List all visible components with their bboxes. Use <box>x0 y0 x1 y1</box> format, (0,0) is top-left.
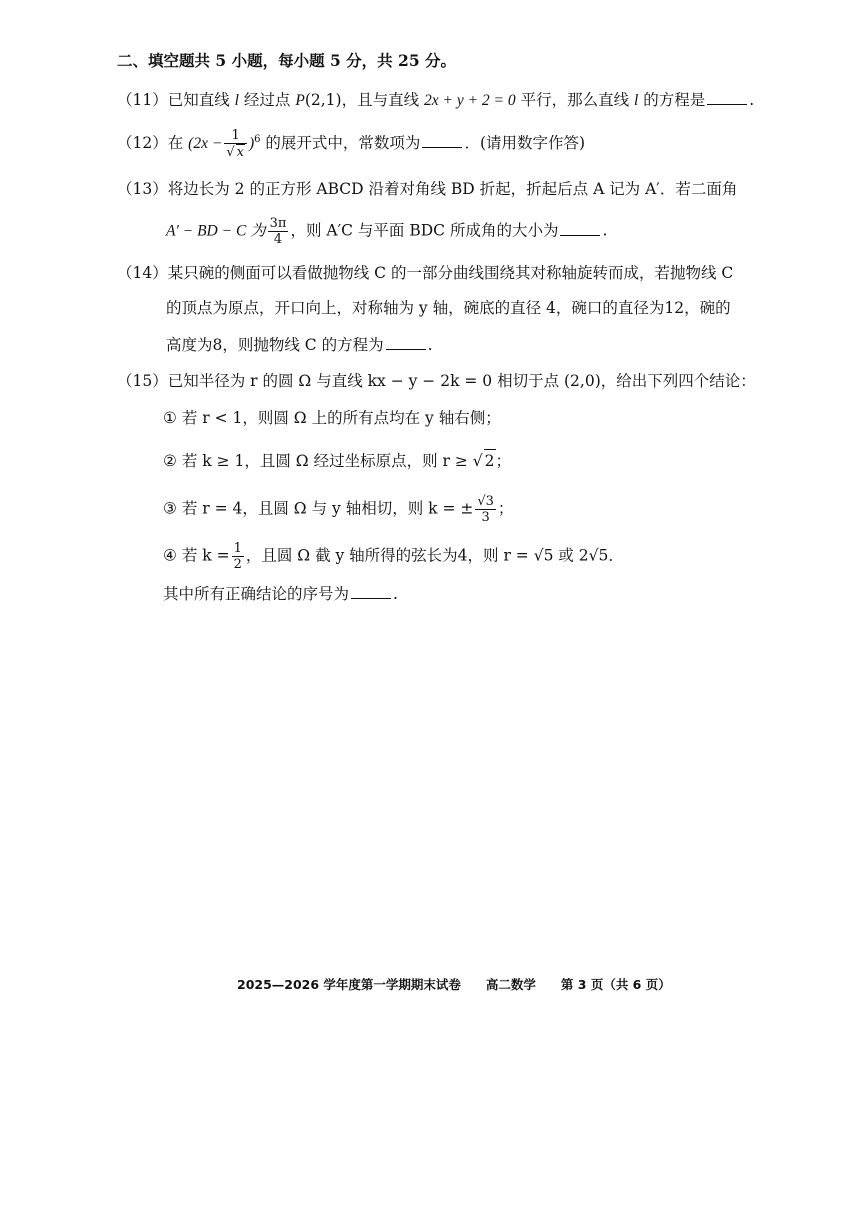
fraction-denominator <box>224 144 247 160</box>
q11-text: 已知直线 <box>167 91 235 109</box>
q12-fraction <box>224 128 247 160</box>
q11-text: 的方程是 <box>638 91 706 109</box>
question-number: （11） <box>117 91 168 109</box>
q11-var: l <box>234 92 239 109</box>
question-13 <box>117 178 737 200</box>
answer-blank[interactable] <box>560 219 600 236</box>
fraction-numerator: 1 <box>224 128 247 144</box>
q11-end: . <box>749 91 755 109</box>
q15-conclusion-1 <box>163 407 501 429</box>
q13-line2b: ，则 A′C 与平面 BDC 所成角的大小为 <box>290 221 559 240</box>
q12-text: 的展开式中，常数项为 <box>260 134 421 152</box>
q12-text: 在 <box>167 134 189 152</box>
q12-expr: (2x − <box>188 135 223 152</box>
question-13-cont <box>166 216 607 247</box>
q14-end: . <box>427 336 433 354</box>
fraction-numerator: 1 <box>233 541 242 556</box>
fraction-denominator: 3 <box>481 510 490 525</box>
question-number: （14） <box>117 264 168 282</box>
q11-var: l <box>634 92 639 109</box>
q15-conclusion-4 <box>163 541 624 572</box>
fraction-denominator: 4 <box>273 232 283 247</box>
q15-final <box>163 582 398 605</box>
question-15 <box>117 370 756 392</box>
q13-line1: 将边长为 2 的正方形 ABCD 沿着对角线 BD 折起，折起后点 A 记为 A′．若二面角 <box>167 180 738 198</box>
conclusion-text: 若 r < 1，则圆 Ω 上的所有点均在 y 轴右侧； <box>181 409 501 427</box>
fraction-denominator: 2 <box>233 557 242 572</box>
sqrt-radicand: 2 <box>484 449 496 472</box>
q13-fraction <box>268 216 289 247</box>
q13-end: . <box>602 221 608 240</box>
q13-line2: A′ − BD − C 为 <box>166 222 266 240</box>
question-14-line3 <box>166 333 433 356</box>
q15-conclusion-2 <box>163 449 511 472</box>
circled-number: ② <box>163 452 177 470</box>
conclusion-text: 若 k ≥ 1，且圆 Ω 经过坐标原点，则 r ≥ <box>181 452 473 470</box>
q14-line1: 某只碗的侧面可以看做抛物线 C 的一部分曲线围绕其对称轴旋转而成，若抛物线 C <box>167 264 734 282</box>
page-footer: 2025—2026 学年度第一学期期末试卷 高二数学 第 3 页（共 6 页） <box>237 977 671 992</box>
q15-final-text: 其中所有正确结论的序号为 <box>163 585 350 603</box>
section-heading: 二、填空题共 5 小题，每小题 5 分，共 25 分。 <box>117 51 457 70</box>
fraction-numerator: 3π <box>269 216 287 231</box>
q15-end: . <box>393 585 398 603</box>
sqrt-radicand: x <box>236 145 244 160</box>
answer-blank[interactable] <box>422 131 462 148</box>
sqrt-icon: √ <box>226 145 235 160</box>
question-number: （13） <box>117 180 168 198</box>
conclusion-text: 若 k = <box>181 546 230 565</box>
question-11 <box>117 88 754 112</box>
q15-line1: 已知半径为 r 的圆 Ω 与直线 kx − y − 2k = 0 相切于点 (2,0)，给出下列四个结论： <box>167 372 756 390</box>
conclusion-text: ； <box>495 452 512 470</box>
c3-fraction <box>475 494 496 525</box>
q11-point: P <box>295 92 305 109</box>
question-number: （15） <box>117 372 168 390</box>
conclusion-text: ，且圆 Ω 截 y 轴所得的弦长为4，则 r = √5 或 2√5． <box>245 546 624 565</box>
question-14-line2: 的顶点为原点，开口向上，对称轴为 y 轴，碗底的直径 4，碗口的直径为12，碗的 <box>166 299 731 317</box>
sqrt-icon: √ <box>472 452 483 470</box>
answer-blank[interactable] <box>386 333 426 350</box>
q14-line3-text: 高度为8，则抛物线 C 的方程为 <box>166 336 384 354</box>
q11-equation: 2x + y + 2 = 0 <box>424 92 516 109</box>
q11-point-args: (2,1) <box>304 91 342 109</box>
conclusion-text: 若 r = 4，且圆 Ω 与 y 轴相切，则 k = ± <box>181 499 474 518</box>
circled-number: ③ <box>163 499 177 518</box>
q11-text: 平行，那么直线 <box>515 91 634 109</box>
question-number: （12） <box>117 134 168 152</box>
answer-blank[interactable] <box>707 88 747 105</box>
conclusion-text: ； <box>497 499 514 518</box>
q12-exponent: 6 <box>254 133 261 145</box>
question-14 <box>117 262 733 284</box>
q11-text: 经过点 <box>238 91 296 109</box>
q12-expr: ) <box>248 135 255 152</box>
q11-text: ，且与直线 <box>341 91 424 109</box>
q12-text: ．(请用数字作答) <box>464 134 586 152</box>
answer-blank[interactable] <box>351 582 391 599</box>
question-12 <box>117 128 585 160</box>
circled-number: ① <box>163 409 177 427</box>
q15-conclusion-3 <box>163 494 513 525</box>
c4-fraction <box>232 541 244 572</box>
circled-number: ④ <box>163 546 177 565</box>
fraction-numerator: √3 <box>477 494 494 509</box>
